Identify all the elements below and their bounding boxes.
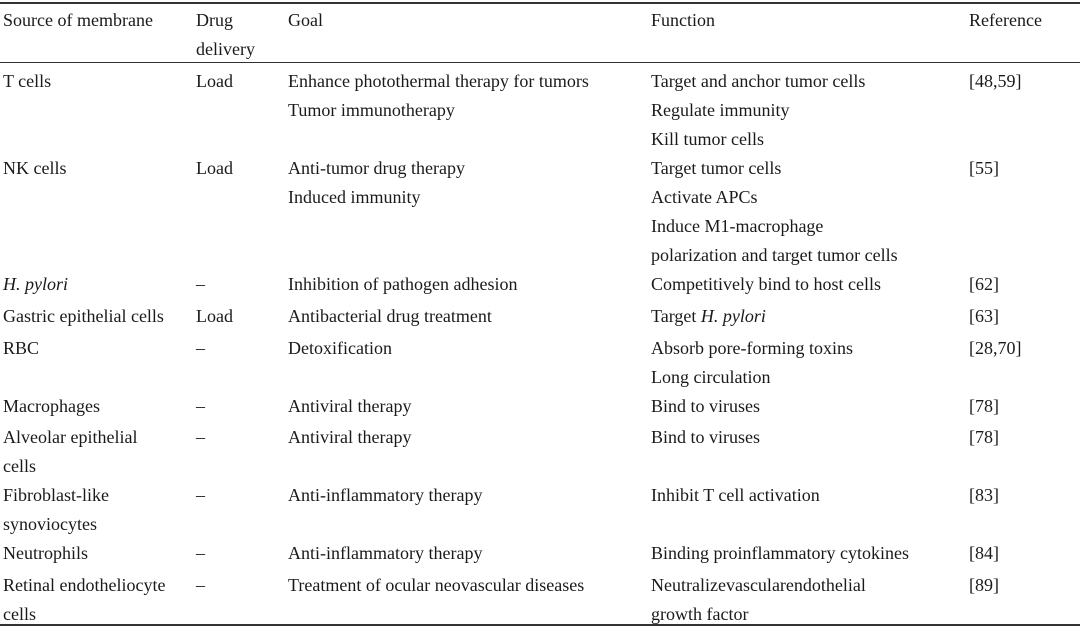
goal-cell: [288, 539, 482, 568]
cell-line: [83]: [969, 485, 999, 505]
cell-line: Macrophages: [3, 396, 100, 416]
cell-line: RBC: [3, 338, 40, 358]
function-cell: [651, 302, 766, 331]
cell-line: Load: [196, 158, 233, 178]
cell-line: NK cells: [3, 158, 67, 178]
cell-line: Absorb pore-forming toxins: [651, 338, 853, 358]
drug-delivery-cell: [196, 423, 205, 452]
function-cell: [651, 423, 760, 452]
cell-line: [651, 571, 963, 600]
cell-text-italic: H. pylori: [700, 306, 766, 326]
cell-line: [651, 302, 766, 331]
source-cell: [3, 270, 68, 299]
goal-cell: [288, 302, 492, 331]
reference-cell: [969, 481, 999, 510]
goal-cell: [288, 571, 584, 600]
header-goal-cell: [288, 6, 323, 35]
cell-line: –: [196, 427, 205, 447]
header-reference-cell: [969, 6, 1042, 35]
cell-line: Long circulation: [651, 367, 771, 387]
source-cell: [3, 481, 109, 539]
cell-line: Competitively bind to host cells: [651, 274, 881, 294]
cell-line: Induce M1-macrophage: [651, 216, 824, 236]
reference-cell: [969, 392, 999, 421]
reference-cell: [969, 67, 1022, 96]
goal-cell: [288, 423, 411, 452]
reference-cell: [969, 302, 999, 331]
cell-line: polarization and target tumor cells: [651, 245, 898, 265]
function-cell: [651, 334, 853, 392]
cell-line: [78]: [969, 427, 999, 447]
table-header-rule: [0, 62, 1080, 63]
cell-line: Binding proinflammatory cytokines: [651, 543, 909, 563]
cell-line: Bind to viruses: [651, 427, 761, 447]
header-drug-delivery-cell: [196, 6, 255, 64]
goal-cell: [288, 481, 482, 510]
cell-line: Drug: [196, 10, 233, 30]
cell-line: Retinal endotheliocyte: [3, 575, 166, 595]
cell-line: [63]: [969, 306, 999, 326]
function-cell: [651, 67, 865, 154]
drug-delivery-cell: [196, 481, 205, 510]
cell-line: Target tumor cells: [651, 158, 782, 178]
function-cell: [651, 571, 963, 629]
cell-line: Function: [651, 10, 716, 30]
cell-line: Antiviral therapy: [288, 396, 412, 416]
drug-delivery-cell: [196, 270, 205, 299]
cell-line: –: [196, 575, 205, 595]
cell-line: Regulate immunity: [651, 100, 790, 120]
reference-cell: [969, 334, 1022, 363]
cell-line: –: [196, 274, 205, 294]
goal-cell: [288, 392, 411, 421]
cell-line: Inhibit T cell activation: [651, 485, 820, 505]
function-cell: [651, 392, 760, 421]
reference-cell: [969, 539, 999, 568]
drug-delivery-cell: [196, 67, 233, 96]
cell-line: –: [196, 485, 205, 505]
cell-line: Detoxification: [288, 338, 392, 358]
cell-line: synoviocytes: [3, 514, 97, 534]
cell-line: [78]: [969, 396, 999, 416]
cell-line: H. pylori: [3, 274, 68, 294]
cell-line: Neutrophils: [3, 543, 88, 563]
drug-delivery-cell: [196, 392, 205, 421]
source-cell: [3, 154, 66, 183]
cell-line: Activate APCs: [651, 187, 758, 207]
goal-cell: [288, 334, 392, 363]
cell-word: Neutralize: [651, 575, 726, 595]
function-cell: [651, 270, 881, 299]
cell-line: Tumor immunotherapy: [288, 100, 455, 120]
cell-line: –: [196, 338, 205, 358]
cell-line: Load: [196, 71, 233, 91]
cell-line: Induced immunity: [288, 187, 421, 207]
cell-line: –: [196, 396, 205, 416]
cell-line: Fibroblast-like: [3, 485, 109, 505]
cell-line: [48,59]: [969, 71, 1022, 91]
cell-line: Kill tumor cells: [651, 129, 764, 149]
cell-line: [55]: [969, 158, 999, 178]
cell-line: Bind to viruses: [651, 396, 761, 416]
cell-line: cells: [3, 604, 36, 624]
header-function-cell: [651, 6, 715, 35]
cell-line: Anti-inflammatory therapy: [288, 543, 483, 563]
source-cell: [3, 67, 51, 96]
goal-cell: [288, 154, 465, 212]
cell-line: Enhance photothermal therapy for tumors: [288, 71, 589, 91]
cell-line: delivery: [196, 39, 255, 59]
goal-cell: [288, 270, 517, 299]
cell-line: Target and anchor tumor cells: [651, 71, 866, 91]
cell-line: Inhibition of pathogen adhesion: [288, 274, 518, 294]
cell-line: T cells: [3, 71, 52, 91]
table-top-rule: [0, 2, 1080, 4]
cell-word: vascular: [725, 575, 786, 595]
cell-line: [89]: [969, 575, 999, 595]
drug-delivery-cell: [196, 302, 233, 331]
cell-line: –: [196, 543, 205, 563]
cell-line: Treatment of ocular neovascular diseases: [288, 575, 585, 595]
source-cell: [3, 302, 164, 331]
cell-line: Reference: [969, 10, 1042, 30]
cell-line: Goal: [288, 10, 323, 30]
cell-line: Source of membrane: [3, 10, 153, 30]
cell-line: Antiviral therapy: [288, 427, 412, 447]
reference-cell: [969, 571, 999, 600]
source-cell: [3, 539, 88, 568]
source-cell: [3, 571, 165, 629]
drug-delivery-cell: [196, 154, 233, 183]
cell-line: Antibacterial drug treatment: [288, 306, 492, 326]
header-source-cell: [3, 6, 153, 35]
cell-line: Gastric epithelial cells: [3, 306, 164, 326]
cell-line: Load: [196, 306, 233, 326]
drug-delivery-cell: [196, 334, 205, 363]
cell-word: endothelial: [785, 575, 866, 595]
function-cell: [651, 154, 898, 270]
cell-line: [28,70]: [969, 338, 1022, 358]
cell-line: Anti-tumor drug therapy: [288, 158, 465, 178]
source-cell: [3, 392, 100, 421]
drug-delivery-cell: [196, 571, 205, 600]
drug-delivery-cell: [196, 539, 205, 568]
cell-line: Alveolar epithelial: [3, 427, 138, 447]
function-cell: [651, 539, 909, 568]
source-cell: [3, 334, 39, 363]
function-cell: [651, 481, 820, 510]
cell-line: growth factor: [651, 604, 749, 624]
reference-cell: [969, 154, 999, 183]
cell-text: Target: [651, 306, 701, 326]
cell-line: [62]: [969, 274, 999, 294]
cell-line: [84]: [969, 543, 999, 563]
cell-line: Anti-inflammatory therapy: [288, 485, 483, 505]
reference-cell: [969, 270, 999, 299]
source-cell: [3, 423, 137, 481]
goal-cell: [288, 67, 589, 125]
cell-line: cells: [3, 456, 36, 476]
reference-cell: [969, 423, 999, 452]
